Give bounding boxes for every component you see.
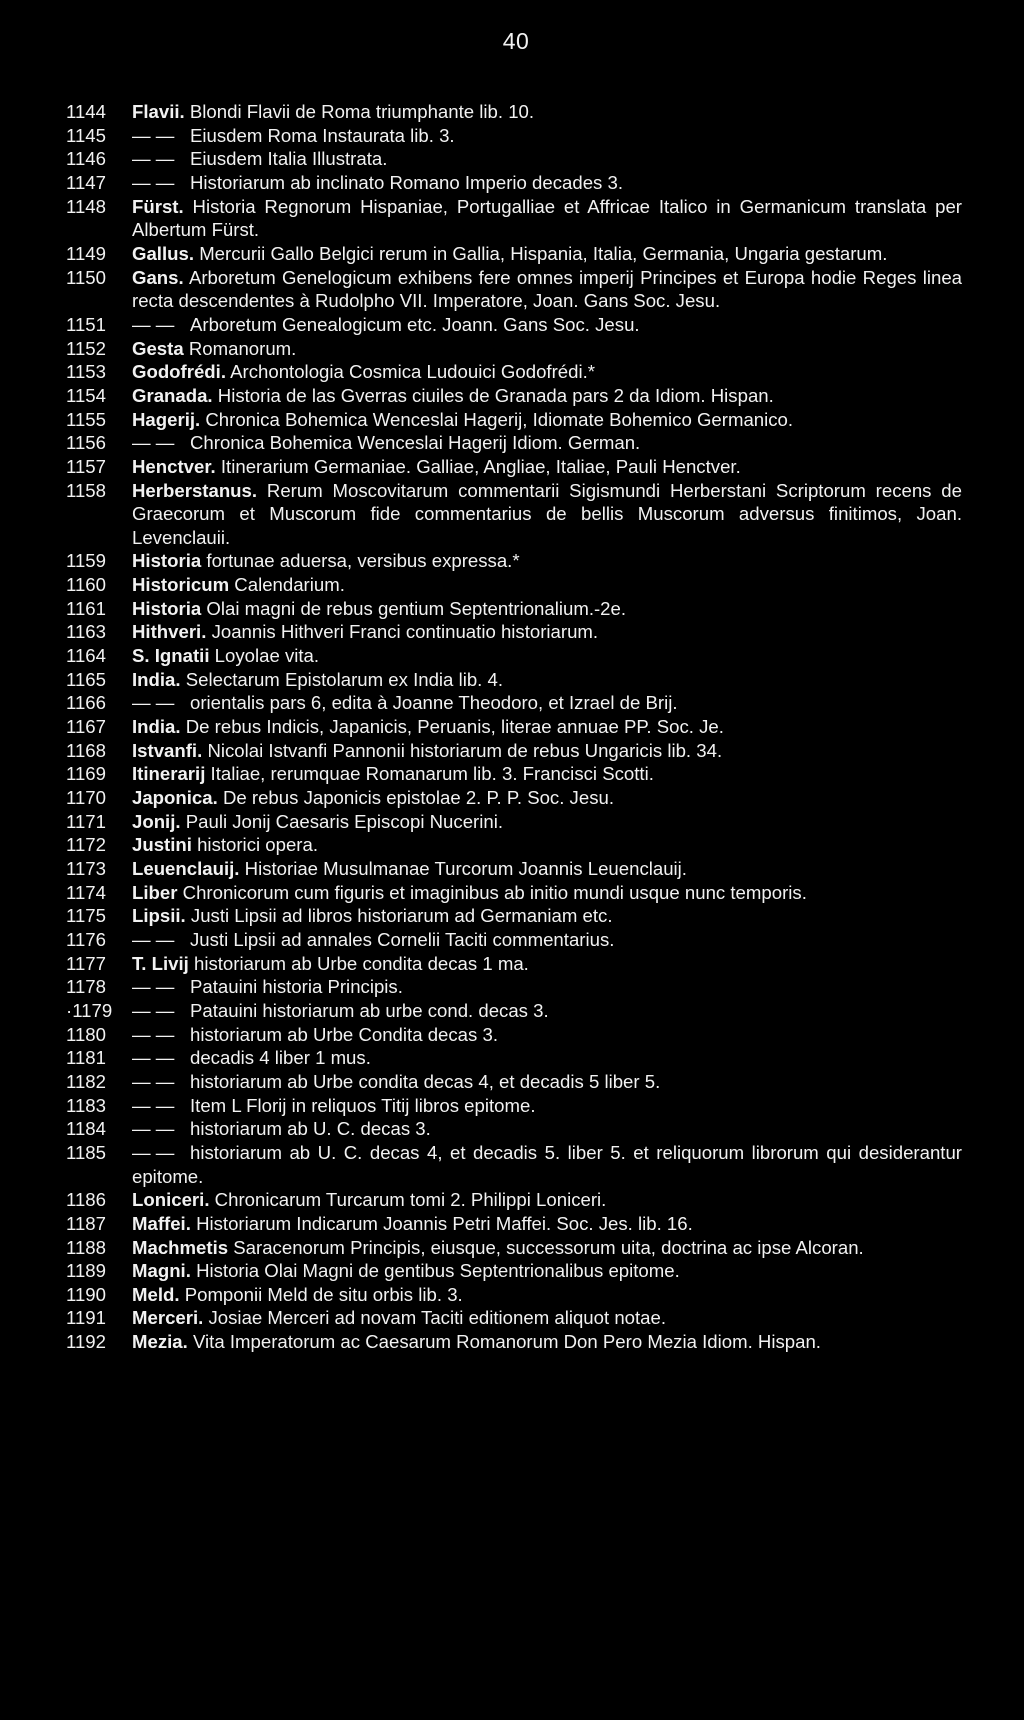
entry-number: 1158 — [66, 479, 106, 501]
entry-body — [132, 100, 962, 124]
continuation-mark: — — — [132, 692, 175, 714]
entry-body — [132, 1141, 962, 1188]
catalog-entry — [66, 1188, 962, 1212]
entry-text: De rebus Indicis, Japanicis, Peruanis, literae annuae PP. Soc. Je. — [185, 716, 724, 738]
entry-number: 1187 — [66, 1212, 106, 1234]
catalog-entry — [66, 715, 962, 739]
entry-number: 1173 — [66, 858, 106, 879]
entry-body — [132, 739, 962, 763]
entry-text: Itinerarium Germaniae. Galliae, Angliae, Italiae, Pauli Henctver. — [220, 455, 741, 477]
entry-text: Josiae Merceri ad novam Taciti editionem aliquot notae. — [208, 1307, 667, 1329]
entry-body — [132, 1023, 962, 1047]
entry-text: Arboretum Genelogicum exhibens fere omnes imperij Principes et Europa hodie Reges linea recta descendentes à Rudolpho VII. Imperatore, Joan. Gans Soc. Jesu. — [132, 266, 962, 312]
entry-text: Loyolae vita. — [214, 645, 320, 667]
entry-text: Vita Imperatorum ac Caesarum Romanorum Don Pero Mezia Idiom. Hispan. — [192, 1331, 821, 1353]
entry-body — [132, 573, 962, 597]
entry-number: 1167 — [66, 716, 106, 738]
catalog-entry — [66, 455, 962, 479]
entry-number: 1189 — [66, 1260, 106, 1282]
continuation-mark: — — — [132, 999, 175, 1021]
entry-body — [132, 715, 962, 739]
entry-text: Historia Olai Magni de gentibus Septentrionalibus epitome. — [196, 1260, 680, 1282]
continuation-mark: — — — [132, 432, 175, 454]
entry-text: Archontologia Cosmica Ludouici Godofrédi.* — [230, 361, 595, 383]
entry-number: 1156 — [66, 432, 106, 454]
entry-number: 1145 — [66, 124, 106, 146]
entry-text: historici opera. — [197, 834, 319, 856]
entry-author: S. Ignatii — [132, 645, 210, 667]
entry-number: 1154 — [66, 384, 106, 406]
entry-author: Gallus. — [132, 242, 195, 264]
entry-text: Romanorum. — [188, 337, 297, 359]
entry-body — [132, 479, 962, 550]
catalog-entry — [66, 644, 962, 668]
catalog-entry — [66, 479, 962, 550]
entry-text: Historiae Musulmanae Turcorum Joannis Leuenclauij. — [244, 858, 687, 879]
catalog-entry — [66, 1141, 962, 1188]
entry-text: Historiarum ab inclinato Romano Imperio decades 3. — [190, 171, 624, 193]
entry-text: Chronicorum cum figuris et imaginibus ab initio mundi usque nunc temporis. — [182, 881, 807, 903]
catalog-entry — [66, 597, 962, 621]
page-number: 40 — [502, 28, 530, 54]
entry-number: 1181 — [66, 1047, 106, 1069]
entry-text: Pomponii Meld de situ orbis lib. 3. — [184, 1283, 463, 1305]
entry-number: 1172 — [66, 834, 106, 856]
entry-body — [132, 549, 962, 573]
entry-text: Rerum Moscovitarum commentarii Sigismundi Herberstani Scriptorum recens de Graecorum et Muscorum fide commentarius de bellis Muscorum adversus finitimos, Joan. Levenclauii. — [132, 479, 962, 548]
entry-author: Flavii. — [132, 101, 185, 122]
entry-text: Mercurii Gallo Belgici rerum in Gallia, Hispania, Italia, Germania, Ungaria gestarum. — [199, 242, 888, 264]
entry-text: Pauli Jonij Caesaris Episcopi Nucerini. — [185, 810, 503, 832]
entry-body — [132, 384, 962, 408]
entry-text: historiarum ab Urbe condita decas 1 ma. — [194, 952, 529, 974]
entry-body — [132, 313, 962, 337]
entry-body — [132, 1070, 962, 1094]
entry-text: Patauini historiarum ab urbe cond. decas 3. — [190, 999, 549, 1021]
entry-body — [132, 833, 962, 857]
entry-number: 1178 — [66, 976, 106, 998]
catalog-entry — [66, 1259, 962, 1283]
entry-body — [132, 668, 962, 692]
entry-text: Chronica Bohemica Wenceslai Hagerij, Idiomate Bohemico Germanico. — [205, 408, 794, 430]
entry-text: De rebus Japonicis epistolae 2. P. P. Soc. Jesu. — [222, 787, 615, 809]
continuation-mark: — — — [132, 313, 175, 335]
catalog-entry — [66, 881, 962, 905]
entry-author: Lipsii. — [132, 905, 186, 927]
entry-body — [132, 975, 962, 999]
catalog-entry — [66, 266, 962, 313]
entry-author: Meld. — [132, 1283, 180, 1305]
entry-number: 1182 — [66, 1070, 106, 1092]
entry-text: historiarum ab U. C. decas 3. — [190, 1118, 431, 1140]
entry-number: 1164 — [66, 645, 106, 667]
entry-body — [132, 1212, 962, 1236]
entry-author: Jonij. — [132, 810, 181, 832]
entry-body — [132, 928, 962, 952]
catalog-entry — [66, 762, 962, 786]
catalog-entry — [66, 786, 962, 810]
entry-body — [132, 431, 962, 455]
entry-number: 1161 — [66, 597, 106, 619]
entry-text: Saracenorum Principis, eiusque, successorum uita, doctrina ac ipse Alcoran. — [233, 1236, 864, 1258]
entry-author: Liber — [132, 881, 178, 903]
entry-number: 1169 — [66, 763, 106, 785]
entry-text: Patauini historia Principis. — [190, 976, 403, 998]
continuation-mark: — — — [132, 1118, 175, 1140]
entry-text: Chronica Bohemica Wenceslai Hagerij Idiom. German. — [190, 432, 641, 454]
entry-number: 1174 — [66, 881, 106, 903]
entry-author: Historia — [132, 597, 202, 619]
entry-body — [132, 810, 962, 834]
entry-author: Historicum — [132, 574, 230, 596]
entry-number: 1180 — [66, 1023, 106, 1045]
entry-number: 1188 — [66, 1236, 106, 1258]
entry-text: Eiusdem Roma Instaurata lib. 3. — [190, 124, 455, 146]
continuation-mark: — — — [132, 1023, 175, 1045]
entry-text: orientalis pars 6, edita à Joanne Theodoro, et Izrael de Brij. — [190, 692, 678, 714]
entry-body — [132, 881, 962, 905]
catalog-entry — [66, 573, 962, 597]
entry-number: 1151 — [66, 313, 106, 335]
entry-author: Herberstanus. — [132, 479, 258, 501]
entry-body — [132, 1188, 962, 1212]
entry-body — [132, 999, 962, 1023]
catalog-entry — [66, 549, 962, 573]
entry-number: 1192 — [66, 1331, 106, 1353]
catalog-entry — [66, 739, 962, 763]
entry-author: Godofrédi. — [132, 361, 226, 383]
catalog-entry — [66, 195, 962, 242]
catalog-entry — [66, 620, 962, 644]
entry-number: 1150 — [66, 266, 106, 288]
continuation-mark: — — — [132, 1070, 175, 1092]
catalog-entry — [66, 1070, 962, 1094]
entry-author: Granada. — [132, 384, 213, 406]
entry-body — [132, 455, 962, 479]
entry-number: 1165 — [66, 668, 106, 690]
entry-number: 1171 — [66, 810, 106, 832]
entry-text: Nicolai Istvanfi Pannonii historiarum de rebus Ungaricis lib. 34. — [207, 739, 723, 761]
entry-number: 1176 — [66, 928, 106, 950]
entry-body — [132, 1306, 962, 1330]
entry-body — [132, 242, 962, 266]
entry-text: historiarum ab Urbe condita decas 4, et decadis 5 liber 5. — [190, 1070, 661, 1092]
catalog-entry — [66, 810, 962, 834]
entry-body — [132, 195, 962, 242]
entry-number: 1168 — [66, 739, 106, 761]
catalog-entry — [66, 928, 962, 952]
entry-body — [132, 1283, 962, 1307]
entry-number: 1166 — [66, 692, 106, 714]
entry-author: Japonica. — [132, 787, 218, 809]
catalog-entry — [66, 1117, 962, 1141]
entry-text: historiarum ab U. C. decas 4, et decadis 5. liber 5. et reliquorum librorum qui desiderantur epitome. — [132, 1141, 962, 1187]
entry-body — [132, 171, 962, 195]
entry-text: Justi Lipsii ad annales Cornelii Taciti commentarius. — [190, 928, 615, 950]
catalog-entry — [66, 124, 962, 148]
catalog-entry — [66, 904, 962, 928]
entry-text: Justi Lipsii ad libros historiarum ad Germaniam etc. — [190, 905, 613, 927]
entry-number: 1148 — [66, 195, 106, 217]
catalog-entry — [66, 431, 962, 455]
entry-text: Italiae, rerumquae Romanarum lib. 3. Francisci Scotti. — [210, 763, 654, 785]
catalog-entry — [66, 1094, 962, 1118]
catalog-entry — [66, 313, 962, 337]
entry-author: Mezia. — [132, 1331, 188, 1353]
catalog-entry — [66, 1306, 962, 1330]
entry-body — [132, 147, 962, 171]
entry-author: Maffei. — [132, 1212, 191, 1234]
entry-body — [132, 124, 962, 148]
entry-number: 1147 — [66, 171, 106, 193]
entry-number: 1191 — [66, 1307, 106, 1329]
entry-number: ·1179 — [66, 999, 113, 1021]
entry-number: 1177 — [66, 952, 106, 974]
entry-number: 1146 — [66, 148, 106, 170]
continuation-mark: — — — [132, 171, 175, 193]
entry-body — [132, 691, 962, 715]
continuation-mark: — — — [132, 928, 175, 950]
entry-author: Machmetis — [132, 1236, 229, 1258]
catalog-entry — [66, 384, 962, 408]
entry-author: India. — [132, 668, 181, 690]
catalog-entry — [66, 100, 962, 124]
entry-body — [132, 762, 962, 786]
entry-body — [132, 644, 962, 668]
entry-author: Historia — [132, 550, 202, 572]
entry-number: 1159 — [66, 550, 106, 572]
entry-body — [132, 266, 962, 313]
entry-text: historiarum ab Urbe Condita decas 3. — [190, 1023, 498, 1045]
entry-text: Historia de las Gverras ciuiles de Granada pars 2 da Idiom. Hispan. — [217, 384, 774, 406]
catalog-entry — [66, 1330, 962, 1354]
entry-number: 1175 — [66, 905, 106, 927]
entry-body — [132, 1094, 962, 1118]
catalog-entry — [66, 360, 962, 384]
catalog-entry — [66, 337, 962, 361]
entry-body — [132, 337, 962, 361]
entry-number: 1163 — [66, 621, 106, 643]
continuation-mark: — — — [132, 1141, 175, 1163]
entry-body — [132, 620, 962, 644]
entry-text: Item L Florij in reliquos Titij libros epitome. — [190, 1094, 536, 1116]
continuation-mark: — — — [132, 148, 175, 170]
catalog-entry — [66, 147, 962, 171]
entry-text: Arboretum Genealogicum etc. Joann. Gans Soc. Jesu. — [190, 313, 640, 335]
continuation-mark: — — — [132, 1094, 175, 1116]
catalog-entry — [66, 171, 962, 195]
entry-author: Gans. — [132, 266, 184, 288]
entry-number: 1153 — [66, 361, 106, 383]
entry-body — [132, 786, 962, 810]
entry-number: 1152 — [66, 337, 106, 359]
catalog-entry — [66, 975, 962, 999]
entry-author: Itinerarij — [132, 763, 206, 785]
continuation-mark: — — — [132, 124, 175, 146]
entry-author: Merceri. — [132, 1307, 204, 1329]
catalog-entry — [66, 833, 962, 857]
entry-body — [132, 857, 962, 881]
entry-number: 1155 — [66, 408, 106, 430]
entry-number: 1186 — [66, 1189, 106, 1211]
continuation-mark: — — — [132, 1047, 175, 1069]
entry-number: 1183 — [66, 1094, 106, 1116]
entry-text: Selectarum Epistolarum ex India lib. 4. — [185, 668, 504, 690]
entry-body — [132, 1117, 962, 1141]
entry-author: Hagerij. — [132, 408, 201, 430]
catalog-entry — [66, 1023, 962, 1047]
entry-text: Joannis Hithveri Franci continuatio historiarum. — [211, 621, 599, 643]
entry-text: Historia Regnorum Hispaniae, Portugalliae et Affricae Italico in Germanicum translata per Albertum Fürst. — [132, 195, 962, 241]
entry-text: Eiusdem Italia Illustrata. — [190, 148, 388, 170]
entry-author: Hithveri. — [132, 621, 207, 643]
entry-text: decadis 4 liber 1 mus. — [190, 1047, 371, 1069]
catalog-entry — [66, 691, 962, 715]
entry-body — [132, 1259, 962, 1283]
catalog-entry — [66, 1212, 962, 1236]
entry-author: India. — [132, 716, 181, 738]
entry-number: 1190 — [66, 1283, 106, 1305]
catalog-entry — [66, 1283, 962, 1307]
entry-author: Fürst. — [132, 195, 184, 217]
entry-number: 1170 — [66, 787, 106, 809]
catalog-entry — [66, 999, 962, 1023]
continuation-mark: — — — [132, 976, 175, 998]
entry-body — [132, 408, 962, 432]
catalog-entry — [66, 668, 962, 692]
entry-number: 1149 — [66, 242, 106, 264]
entry-body — [132, 904, 962, 928]
entry-number: 1184 — [66, 1118, 106, 1140]
entry-body — [132, 597, 962, 621]
entry-author: Gesta — [132, 337, 184, 359]
catalog-entry — [66, 857, 962, 881]
entry-text: Chronicarum Turcarum tomi 2. Philippi Loniceri. — [214, 1189, 607, 1211]
catalog-entry — [66, 952, 962, 976]
catalog-entry — [66, 408, 962, 432]
catalog-entry — [66, 1236, 962, 1260]
entry-author: Loniceri. — [132, 1189, 210, 1211]
entry-text: Historiarum Indicarum Joannis Petri Maffei. Soc. Jes. lib. 16. — [196, 1212, 693, 1234]
catalog-entry — [66, 1046, 962, 1070]
entry-author: Istvanfi. — [132, 739, 203, 761]
entry-body — [132, 1236, 962, 1260]
entry-text: Blondi Flavii de Roma triumphante lib. 10. — [189, 101, 535, 122]
entry-body — [132, 1046, 962, 1070]
entry-author: Magni. — [132, 1260, 191, 1282]
entry-number: 1160 — [66, 574, 106, 596]
entry-author: T. Livij — [132, 952, 189, 974]
entry-text: Olai magni de rebus gentium Septentrionalium.-2e. — [206, 597, 627, 619]
entry-author: Henctver. — [132, 455, 216, 477]
entry-author: Justini — [132, 834, 192, 856]
entry-body — [132, 1330, 962, 1354]
catalog-entry-list — [66, 100, 962, 1354]
entry-body — [132, 952, 962, 976]
entry-text: fortunae aduersa, versibus expressa.* — [206, 550, 520, 572]
entry-text: Calendarium. — [234, 574, 345, 596]
entry-author: Leuenclauij. — [132, 858, 240, 879]
catalog-entry — [66, 242, 962, 266]
entry-number: 1144 — [66, 101, 106, 122]
entry-number: 1157 — [66, 455, 106, 477]
entry-number: 1185 — [66, 1141, 106, 1163]
entry-body — [132, 360, 962, 384]
